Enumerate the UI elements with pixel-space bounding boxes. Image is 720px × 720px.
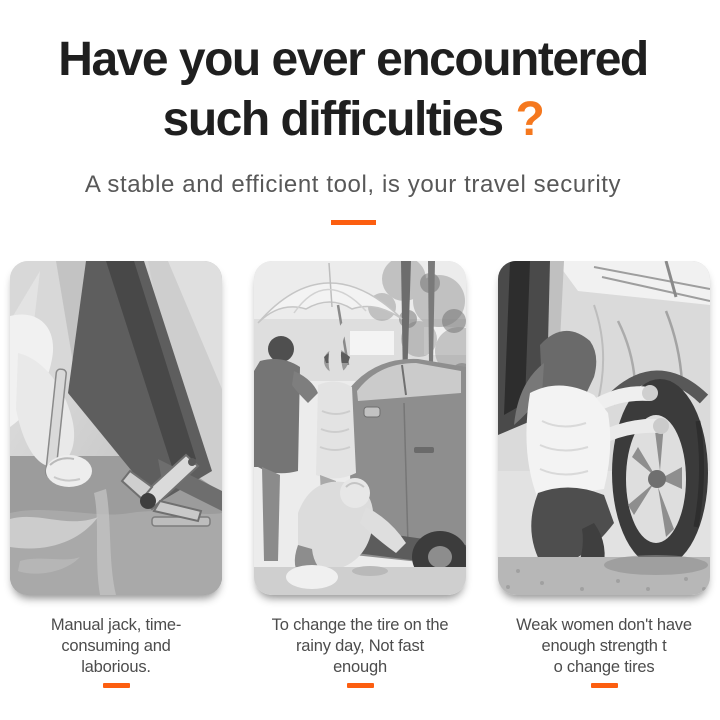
caption-rainy-day (254, 615, 466, 678)
page-title (0, 30, 706, 150)
caption-line: Manual jack, time- (50, 616, 182, 634)
panel-rainy-day (254, 261, 466, 688)
caption-line: laborious. (81, 658, 151, 676)
caption-weak-woman (498, 615, 710, 678)
subtitle: A stable and efficient tool, is your travel security (84, 171, 622, 198)
panel-weak-woman (498, 261, 710, 688)
title-line-1: Have you ever encountered (58, 33, 648, 86)
title-line-2-wrap (0, 90, 706, 150)
manual-jack-illustration (10, 261, 222, 595)
caption-line: enough (333, 658, 387, 676)
caption-underline (103, 683, 130, 688)
caption-underline (347, 683, 374, 688)
question-mark-accent: ? (515, 93, 544, 146)
woman-changing-tire-illustration (498, 261, 710, 595)
caption-line: consuming and (61, 637, 171, 655)
hero-header (0, 0, 706, 225)
caption-line: rainy day, Not fast (296, 637, 424, 655)
caption-line: enough strength t (541, 637, 667, 655)
orange-divider (331, 220, 376, 225)
caption-line: o change tires (553, 658, 655, 676)
photo-manual-jack (10, 261, 222, 595)
photo-woman-changing-tire (498, 261, 710, 595)
caption-manual-jack (10, 615, 222, 678)
photo-rainy-tire-change (254, 261, 466, 595)
caption-line: To change the tire on the (271, 616, 449, 634)
rainy-tire-change-illustration (254, 261, 466, 595)
difficulty-panels (0, 261, 720, 688)
title-line-2: such difficulties (162, 93, 503, 146)
panel-manual-jack (10, 261, 222, 688)
caption-line: Weak women don't have (516, 616, 692, 634)
caption-underline (591, 683, 618, 688)
